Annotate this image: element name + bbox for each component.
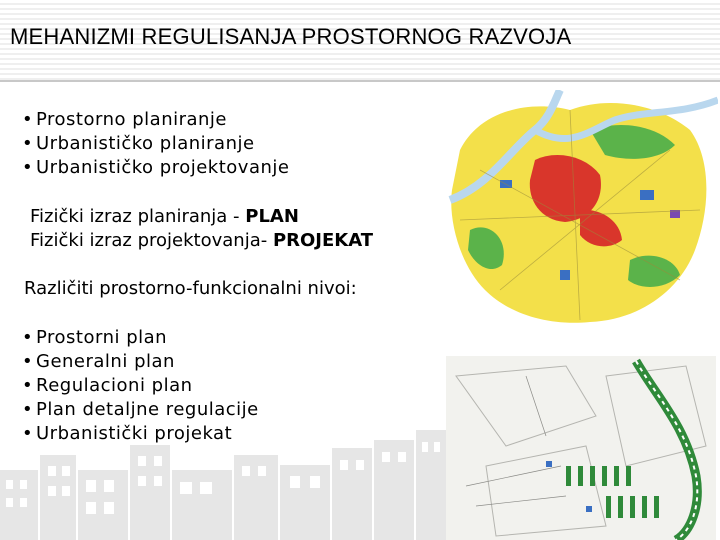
project-expression-line: Fizički izraz projektovanja- PROJEKAT — [30, 230, 374, 251]
list-item: • Urbanistički projekat — [22, 423, 233, 444]
slide-title: MEHANIZMI REGULISANJA PROSTORNOG RAZVOJA — [10, 24, 572, 49]
levels-list — [22, 326, 259, 446]
list-item: • Regulacioni plan — [22, 375, 193, 396]
list-item: • Urbanističko projektovanje — [22, 157, 290, 178]
regulation-plan-image — [446, 356, 716, 540]
city-plan-map-image — [440, 90, 718, 330]
list-item: • Urbanističko planiranje — [22, 133, 255, 154]
list-item: • Generalni plan — [22, 351, 175, 372]
levels-heading: Različiti prostorno-funkcionalni nivoi: — [24, 278, 357, 299]
plan-expression-line: Fizički izraz planiranja - PLAN — [30, 206, 299, 227]
planning-types-list — [22, 108, 289, 180]
list-item: • Plan detaljne regulacije — [22, 399, 259, 420]
list-item: • Prostorno planiranje — [22, 109, 228, 130]
title-divider — [0, 80, 720, 82]
list-item: • Prostorni plan — [22, 327, 168, 348]
